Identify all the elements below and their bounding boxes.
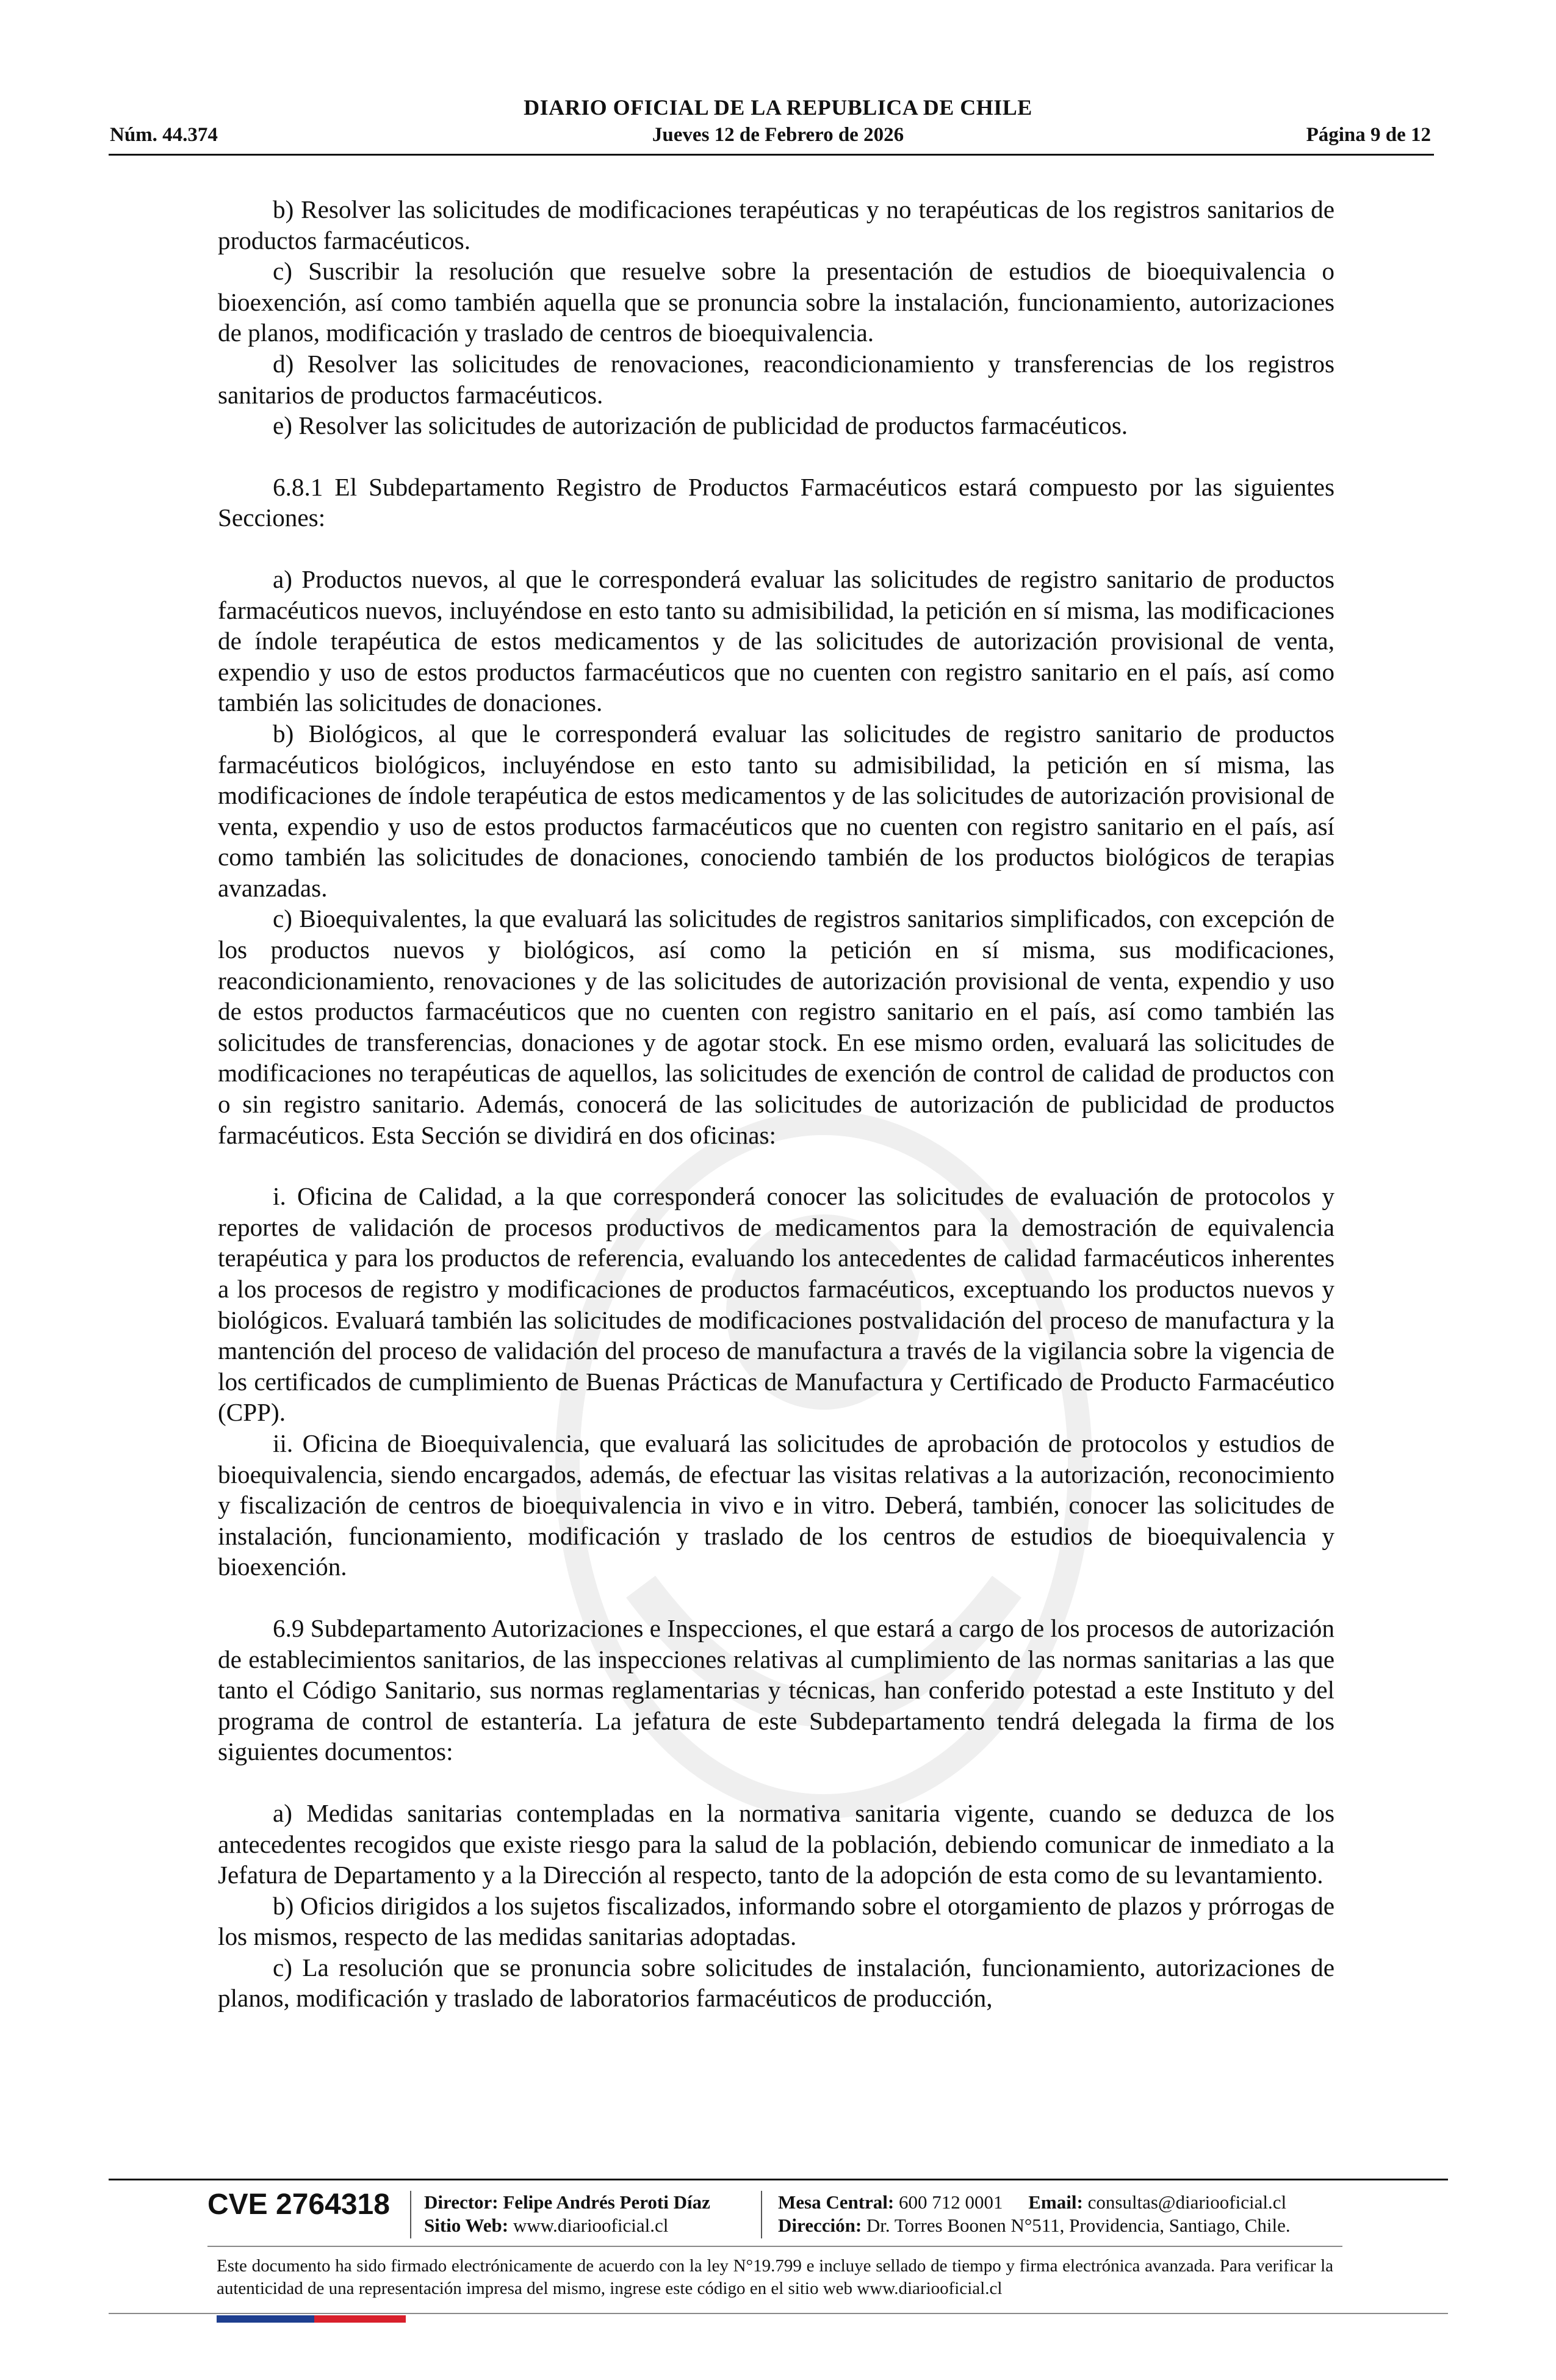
header-divider — [109, 154, 1434, 156]
footer-bottom-divider — [109, 2313, 1448, 2314]
director-label: Director: Felipe Andrés Peroti Díaz — [424, 2191, 710, 2213]
site-link[interactable]: www.diariooficial.cl — [513, 2215, 669, 2236]
issue-number: Núm. 44.374 — [110, 124, 218, 146]
paragraph: b) Resolver las solicitudes de modificaciones terapéuticas y no terapéuticas de los registros sanitarios de productos farmacéuticos. — [218, 195, 1334, 254]
legal-notice: Este documento ha sido firmado electrónicamente de acuerdo con la ley N°19.799 e incluye sellado de tiempo y firma electrónica avanzada. Para verificar la autenticidad de una representación impresa del mismo, ingrese este código en el sitio web www.diariooficial.cl — [217, 2256, 1333, 2298]
issue-date: Jueves 12 de Febrero de 2026 — [652, 124, 904, 146]
address-value: Dr. Torres Boonen N°511, Providencia, Santiago, Chile. — [866, 2215, 1291, 2236]
flag-stripe-blue — [217, 2315, 314, 2323]
footer-divider — [109, 2179, 1448, 2180]
section-heading-paragraph: 6.9 Subdepartamento Autorizaciones e Inspecciones, el que estará a cargo de los procesos de autorización de establecimientos sanitarios, de las inspecciones relativas al cumplimiento de las normas sanitarias a las que tanto el Código Sanitario, sus normas reglamentarias y técnicas, han conferido potestad a este Instituto y del programa de control de estantería. La jefatura de este Subdepartamento tendrá delegada la firma de los siguientes documentos: — [218, 1614, 1334, 1766]
site-label: Sitio Web: — [424, 2215, 509, 2236]
address-label: Dirección: — [778, 2215, 862, 2236]
page-indicator: Página 9 de 12 — [1306, 124, 1431, 146]
paragraph: b) Biológicos, al que le corresponderá evaluar las solicitudes de registro sanitario de productos farmacéuticos biológicos, incluyéndose en esto tanto su admisibilidad, la petición en sí misma, las modificaciones de índole terapéutica de estos medicamentos y de las solicitudes de autorización provisional de venta, expendio y uso de estos productos farmacéuticos que no cuenten con registro sanitario en el país, así como también las solicitudes de donaciones, conociendo también de los productos biológicos de terapias avanzadas. — [218, 719, 1334, 902]
paragraph: c) Bioequivalentes, la que evaluará las solicitudes de registros sanitarios simplificados, con excepción de los productos nuevos y biológicos, así como la petición en sí misma, sus modificaciones, reacondicionamiento, renovaciones y de las solicitudes de autorización provisional de venta, expendio y uso de estos productos farmacéuticos que no cuenten con registro sanitario en el país, así como también las solicitudes de transferencias, donaciones y de agotar stock. En ese mismo orden, evaluará las solicitudes de modificaciones no terapéuticas de aquellos, las solicitudes de exención de control de calidad de productos con o sin registro sanitario. Además, conocerá de las solicitudes de autorización de publicidad de productos farmacéuticos. Esta Sección se dividirá en dos oficinas: — [218, 904, 1334, 1149]
footer-separator — [761, 2191, 762, 2238]
paragraph: i. Oficina de Calidad, a la que corresponderá conocer las solicitudes de evaluación de protocolos y reportes de validación de procesos productivos de medicamentos para la demostración de equivalencia terapéutica y para los productos de referencia, evaluando los antecedentes de calidad farmacéuticos inherentes a los procesos de registro y modificaciones de productos farmacéuticos, exceptuando los productos nuevos y biológicos. Evaluará también las solicitudes de modificaciones postvalidación del proceso de manufactura y la mantención del proceso de validación del proceso de manufactura a través de la vigilancia sobre la vigencia de los certificados de cumplimiento de Buenas Prácticas de Manufactura y Certificado de Producto Farmacéutico (CPP). — [218, 1182, 1334, 1427]
footer-separator — [410, 2191, 411, 2238]
document-body — [218, 194, 1334, 2014]
footer-inner-divider — [207, 2246, 1342, 2247]
paragraph: a) Medidas sanitarias contempladas en la normativa sanitaria vigente, cuando se deduzca de los antecedentes recogidos que existe riesgo para la salud de la población, debiendo comunicar de inmediato a la Jefatura de Departamento y a la Dirección al respecto, tanto de la adopción de esta como de su levantamiento. — [218, 1798, 1334, 1889]
email-label: Email: — [1028, 2191, 1083, 2213]
footer-contact-block — [778, 2191, 1291, 2237]
paragraph: a) Productos nuevos, al que le corresponderá evaluar las solicitudes de registro sanitario de productos farmacéuticos nuevos, incluyéndose en esto tanto su admisibilidad, la petición en sí misma, las modificaciones de índole terapéutica de estos medicamentos y de las solicitudes de autorización provisional de venta, expendio y uso de estos productos farmacéuticos que no cuenten con registro sanitario en el país, así como también las solicitudes de donaciones. — [218, 564, 1334, 717]
section-heading-paragraph: 6.8.1 El Subdepartamento Registro de Productos Farmacéuticos estará compuesto por las siguientes Secciones: — [218, 472, 1334, 532]
gazette-title: DIARIO OFICIAL DE LA REPUBLICA DE CHILE — [524, 95, 1032, 120]
paragraph: b) Oficios dirigidos a los sujetos fiscalizados, informando sobre el otorgamiento de plazos y prórrogas de los mismos, respecto de las medidas sanitarias adoptadas. — [218, 1891, 1334, 1951]
mesa-phone: 600 712 0001 — [899, 2191, 1003, 2213]
paragraph: c) Suscribir la resolución que resuelve sobre la presentación de estudios de bioequivalencia o bioexención, así como también aquella que se pronuncia sobre la instalación, funcionamiento, autorizaciones de planos, modificación y traslado de centros de bioequivalencia. — [218, 257, 1334, 347]
footer-director-block — [424, 2191, 710, 2237]
paragraph: c) La resolución que se pronuncia sobre solicitudes de instalación, funcionamiento, autorizaciones de planos, modificación y traslado de laboratorios farmacéuticos de producción, — [218, 1953, 1334, 2013]
email-link[interactable]: consultas@diariooficial.cl — [1087, 2191, 1287, 2213]
cve-code: CVE 2764318 — [207, 2188, 390, 2221]
flag-stripe-red — [314, 2315, 406, 2323]
paragraph: e) Resolver las solicitudes de autorización de publicidad de productos farmacéuticos. — [273, 411, 1128, 440]
paragraph: d) Resolver las solicitudes de renovaciones, reacondicionamiento y transferencias de los registros sanitarios de productos farmacéuticos. — [218, 349, 1334, 409]
paragraph: ii. Oficina de Bioequivalencia, que evaluará las solicitudes de aprobación de protocolos y estudios de bioequivalencia, siendo encargados, además, de efectuar las visitas relativas a la autorización, reconocimiento y fiscalización de centros de bioequivalencia in vivo e in vitro. Deberá, también, conocer las solicitudes de instalación, funcionamiento, modificación y traslado de los centros de estudios de bioequivalencia y bioexención. — [218, 1429, 1334, 1581]
mesa-label: Mesa Central: — [778, 2191, 895, 2213]
